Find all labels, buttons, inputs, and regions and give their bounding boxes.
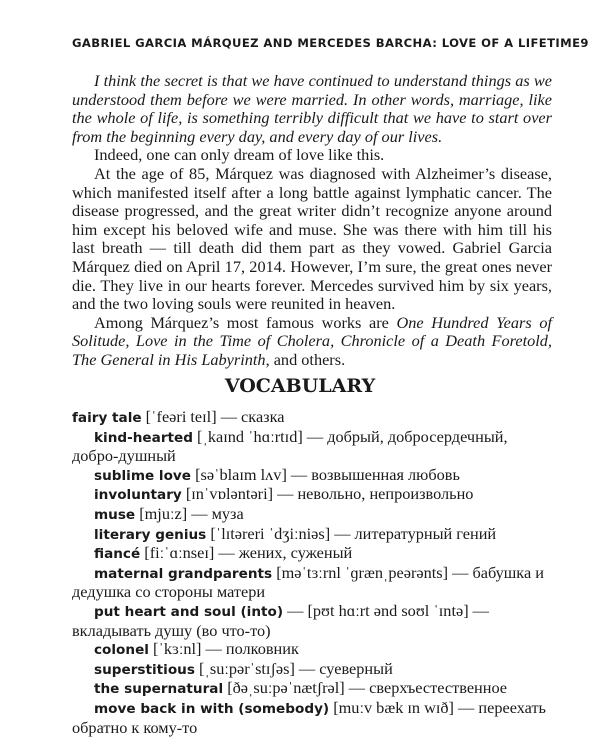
vocabulary-term: superstitious: [94, 661, 195, 678]
vocabulary-definition: — [pʊt hɑːrt ənd soʊl ˈɪntə] — вкладывать душу (во что-то): [72, 600, 489, 640]
vocabulary-entry: [72, 408, 552, 428]
works-list: One Hundred Years of Solitude, Love in the Time of Cholera, Chronicle of a Death Foretold, The General in His Labyrinth: [72, 312, 552, 369]
vocabulary-term: colonel: [94, 642, 149, 659]
vocabulary-entry: [72, 544, 552, 564]
vocabulary-definition: [mjuːz] — муза: [135, 503, 244, 523]
vocabulary-entry: [72, 564, 552, 602]
vocabulary-term: muse: [94, 506, 136, 523]
vocabulary-entry: [72, 660, 552, 680]
vocabulary-entry: [72, 525, 552, 545]
vocabulary-definition: [muːv bæk ɪn wɪð] — переехать обратно к кому-то: [72, 697, 546, 737]
vocabulary-entry: [72, 485, 552, 505]
paragraph-text: Among Márquez’s most famous works are: [94, 312, 397, 332]
page-number: 9: [580, 36, 589, 50]
vocabulary-definition: [ðəˌsuːpəˈnætʃrəl] — сверхъестественное: [223, 678, 508, 698]
vocabulary-definition: [ˈkɜːnl] — полковник: [148, 639, 299, 659]
vocabulary-entry: [72, 505, 552, 525]
vocabulary-entry: [72, 640, 552, 660]
vocabulary-term: sublime love: [94, 467, 192, 484]
vocabulary-entry: [72, 428, 552, 466]
vocabulary-definition: [məˈtɜːrnl ˈɡrænˌpeərənts] — бабушка и дедушка со стороны матери: [72, 562, 544, 602]
vocabulary-term: involuntary: [94, 487, 182, 504]
vocabulary-entry: [72, 602, 552, 640]
quote-paragraph: I think the secret is that we have continued to understand things as we understood them before we were married. In other words, marriage, like the whole of life, is something terribly difficult that we have to start over from the beginning every day, and every day of our lives.: [72, 71, 552, 146]
main-text: [72, 72, 552, 370]
vocabulary-entry: [72, 699, 552, 737]
paragraph: Indeed, one can only dream of love like this.: [94, 145, 385, 165]
vocabulary-definition: [səˈblaɪm lʌv] — возвышенная любовь: [191, 464, 460, 484]
vocabulary-term: fiancé: [94, 546, 141, 563]
paragraph: At the age of 85, Márquez was diagnosed with Alzheimer’s disease, which manifested itself after a long battle against lymphatic cancer. The disease progressed, and the great writer didn’t recognize anyone around him except his beloved wife and muse. She was there with him till his last breath — till death did them part as they vowed. Gabriel Garcia Márquez died on April 17, 2014. However, I’m sure, the great ones never die. They live in our hearts forever. Mercedes survived him by six years, and the two loving souls were reunited in heaven.: [72, 163, 552, 314]
vocabulary-term: kind-hearted: [94, 429, 193, 446]
vocabulary-definition: [fiːˈɑːnseɪ] — жених, суженый: [140, 543, 353, 563]
vocabulary-definition: [ˈfeəri teɪl] — сказка: [141, 407, 285, 426]
paragraph-text: , and others.: [265, 349, 346, 369]
vocabulary-definition: [ˈlɪtəreri ˈdʒiːniəs] — литературный гений: [206, 523, 497, 543]
vocabulary-term: literary genius: [94, 526, 207, 543]
vocabulary-definition: [ɪnˈvɒləntəri] — невольно, непроизвольно: [181, 484, 474, 504]
running-title: GABRIEL GARCIA MÁRQUEZ AND MERCEDES BARCHA: LOVE OF A LIFETIME: [72, 36, 581, 50]
vocabulary-term: fairy tale: [72, 410, 142, 426]
vocabulary-term: move back in with (somebody): [94, 700, 330, 717]
vocabulary-title: VOCABULARY: [224, 375, 376, 397]
vocabulary-term: maternal grandparents: [94, 565, 273, 582]
vocabulary-definition: [ˌsuːpərˈstɪʃəs] — суеверный: [194, 658, 393, 678]
vocabulary-list: [72, 408, 552, 737]
vocabulary-term: the supernatural: [94, 681, 224, 698]
vocabulary-definition: [ˌkaɪnd ˈhɑːrtɪd] — добрый, добросердечный, добро-душный: [72, 426, 508, 466]
vocabulary-entry: [72, 679, 552, 699]
vocabulary-term: put heart and soul (into): [94, 603, 284, 620]
vocabulary-entry: [72, 466, 552, 486]
running-header: [72, 36, 589, 50]
paragraph: [72, 314, 552, 370]
